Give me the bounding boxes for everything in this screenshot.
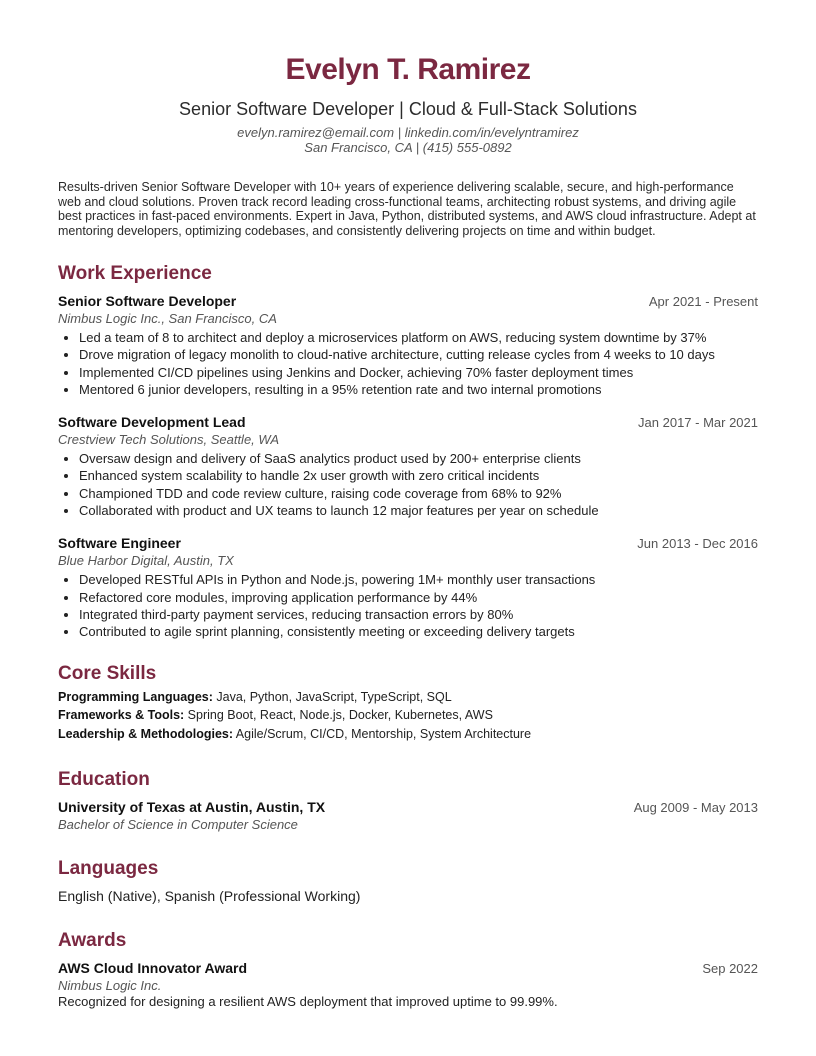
job-header — [58, 535, 758, 552]
award-org: Nimbus Logic Inc. — [58, 978, 162, 994]
degree: Bachelor of Science in Computer Science — [58, 817, 298, 833]
contact-line-location-phone: San Francisco, CA | (415) 555-0892 — [304, 140, 512, 155]
school-name: University of Texas at Austin, Austin, TX — [58, 799, 326, 816]
job-bullet: • Collaborated with product and UX teams to launch 12 major features per year on schedule — [79, 502, 758, 519]
education-section — [58, 769, 758, 833]
job-bullet: • Drove migration of legacy monolith to cloud-native architecture, cutting release cycles from 4 weeks to 10 days — [79, 346, 758, 363]
section-title-work: Work Experience — [58, 263, 212, 284]
job-header — [58, 293, 758, 310]
skill-label: Programming Languages: — [58, 689, 213, 704]
job-bullets — [58, 329, 758, 398]
job-bullet: • Mentored 6 junior developers, resulting in a 95% retention rate and two internal promotions — [79, 381, 758, 398]
job-company: Crestview Tech Solutions, Seattle, WA — [58, 432, 280, 448]
job-bullets — [58, 450, 758, 519]
job-entry — [58, 414, 758, 519]
section-title-languages: Languages — [58, 858, 159, 880]
skill-value: Agile/Scrum, CI/CD, Mentorship, System Architecture — [233, 726, 532, 741]
skills-list — [58, 688, 758, 744]
education-entry — [58, 799, 758, 833]
job-title: Senior Software Developer — [58, 293, 237, 309]
skill-value: Java, Python, JavaScript, TypeScript, SQL — [212, 689, 452, 704]
skill-value: Spring Boot, React, Node.js, Docker, Kubernetes, AWS — [184, 708, 493, 723]
section-title-education: Education — [58, 769, 150, 791]
award-header — [58, 960, 758, 977]
job-bullets — [58, 571, 758, 640]
section-title-skills: Core Skills — [58, 662, 157, 684]
core-skills-section — [58, 663, 758, 744]
job-bullet: • Contributed to agile sprint planning, consistently meeting or exceeding delivery targets — [79, 623, 758, 640]
job-title: Software Development Lead — [58, 414, 246, 431]
education-dates: Aug 2009 - May 2013 — [633, 800, 758, 816]
job-bullet: • Oversaw design and delivery of SaaS analytics product used by 200+ enterprise clients — [79, 450, 758, 467]
job-dates: Apr 2021 - Present — [648, 294, 758, 309]
job-dates: Jan 2017 - Mar 2021 — [638, 415, 758, 431]
awards-section — [58, 930, 758, 1009]
job-entry — [58, 293, 758, 398]
candidate-name: Evelyn T. Ramirez — [285, 53, 531, 86]
job-bullet: • Led a team of 8 to architect and deploy a microservices platform on AWS, reducing system downtime by 37% — [79, 329, 758, 346]
contact-line-email-linkedin: evelyn.ramirez@email.com | linkedin.com/in/evelyntramirez — [237, 125, 579, 140]
languages-list: English (Native), Spanish (Professional Working) — [58, 888, 361, 905]
job-bullet: • Developed RESTful APIs in Python and Node.js, powering 1M+ monthly user transactions — [79, 571, 758, 588]
job-dates: Jun 2013 - Dec 2016 — [637, 536, 758, 552]
contact-info — [58, 125, 758, 155]
award-title: AWS Cloud Innovator Award — [58, 960, 248, 977]
job-bullet: • Refactored core modules, improving application performance by 44% — [79, 589, 758, 606]
education-header — [58, 799, 758, 816]
job-company: Nimbus Logic Inc., San Francisco, CA — [58, 311, 277, 326]
award-date: Sep 2022 — [702, 961, 758, 977]
skill-label: Frameworks & Tools: — [58, 708, 185, 723]
skill-row — [58, 725, 758, 744]
job-header — [58, 414, 758, 431]
skill-row — [58, 688, 758, 707]
job-bullet: • Integrated third-party payment services, reducing transaction errors by 80% — [79, 606, 758, 623]
job-entry — [58, 535, 758, 640]
resume-header — [58, 52, 758, 155]
headline: Senior Software Developer | Cloud & Full-Stack Solutions — [179, 99, 637, 119]
award-entry — [58, 960, 758, 1009]
job-bullet: • Implemented CI/CD pipelines using Jenkins and Docker, achieving 70% faster deployment times — [79, 364, 758, 381]
job-bullet: • Championed TDD and code review culture, raising code coverage from 68% to 92% — [79, 485, 758, 502]
job-company: Blue Harbor Digital, Austin, TX — [58, 553, 234, 569]
job-title: Software Engineer — [58, 535, 181, 552]
award-description: Recognized for designing a resilient AWS deployment that improved uptime to 99.99%. — [58, 994, 558, 1010]
job-bullet: • Enhanced system scalability to handle 2x user growth with zero critical incidents — [79, 467, 758, 484]
professional-summary: Results-driven Senior Software Developer with 10+ years of experience delivering scalable, secure, and high-performance web and cloud solutions. Proven track record leading cross-functional teams, architecting robust systems, and driving agile best practices in fast-paced environments. Expert in Java, Python, distributed systems, and AWS cloud infrastructure. Adept at mentoring developers, optimizing codebases, and consistently delivering projects on time and within budget. — [58, 180, 756, 238]
languages-section — [58, 858, 758, 905]
skill-label: Leadership & Methodologies: — [58, 726, 234, 741]
skill-row — [58, 706, 758, 725]
section-title-awards: Awards — [58, 930, 127, 952]
work-experience-section — [58, 263, 758, 641]
